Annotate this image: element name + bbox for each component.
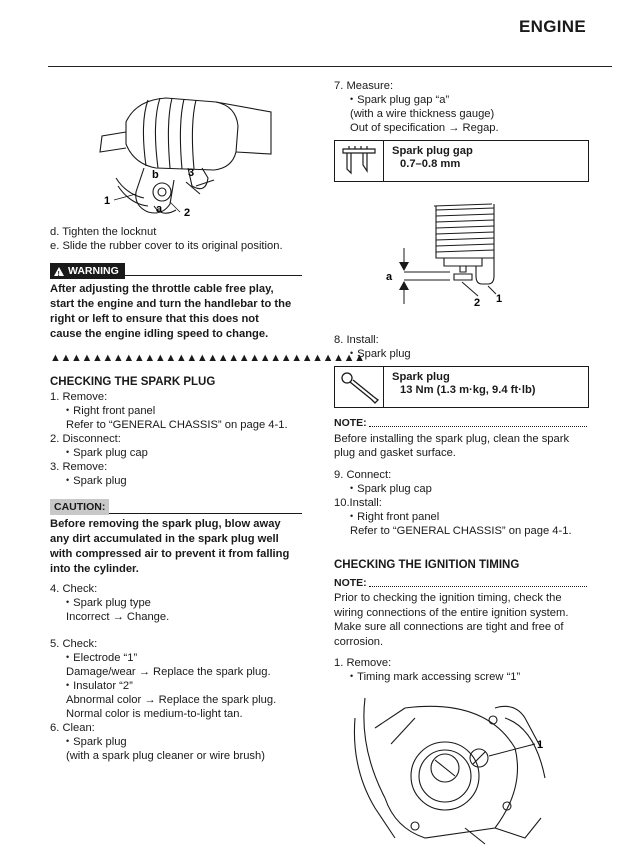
spec-gap-value: 0.7–0.8 mm xyxy=(400,158,461,170)
note1-line-1: Before installing the spark plug, clean the spark xyxy=(334,433,570,445)
note-block-install xyxy=(334,416,587,460)
warning-label: WARNING xyxy=(68,265,119,277)
warning-line-3: right or left to ensure that this does not xyxy=(50,313,259,325)
spec-box-spark-plug-torque xyxy=(334,366,589,408)
fig1-label-3: 3 xyxy=(188,167,195,179)
note1-line-2: plug and gasket surface. xyxy=(334,447,456,459)
note2-line-2: wiring connections of the entire ignition system. xyxy=(334,606,569,619)
header-rule xyxy=(48,66,612,67)
fig2-label-1: 1 xyxy=(496,293,503,305)
step-detail-text: Out of specification → Regap. xyxy=(350,122,499,134)
spec-box-spark-plug-gap xyxy=(334,140,589,182)
fig2-label-a: a xyxy=(386,271,393,283)
step-heading: 9. Connect: xyxy=(334,469,392,481)
note-label-1: NOTE: xyxy=(334,417,367,429)
step-heading: 2. Disconnect: xyxy=(50,433,121,445)
step-bullet-item: • Spark plug cap xyxy=(334,482,594,496)
step-heading: 6. Clean: xyxy=(50,722,95,734)
note-label-2: NOTE: xyxy=(334,577,367,589)
step-bullet-item: • Insulator “2” xyxy=(50,679,308,693)
caution-line-1: Before removing the spark plug, blow away xyxy=(50,518,281,530)
step-bullet-item: • Spark plug xyxy=(50,474,308,488)
fig3-label-1: 1 xyxy=(537,739,544,751)
step-heading: 10.Install: xyxy=(334,497,382,509)
step-detail-text: (with a spark plug cleaner or wire brush) xyxy=(66,750,265,762)
throttle-housing-illustration xyxy=(96,82,274,222)
fig1-label-2: 2 xyxy=(184,207,191,219)
caution-badge: CAUTION: xyxy=(50,499,109,515)
step-heading: 7. Measure: xyxy=(334,80,394,92)
step-e-text: e. Slide the rubber cover to its original position. xyxy=(50,240,283,252)
step-bullet-item: • Spark plug type xyxy=(50,596,308,610)
spark-plug-gap-illustration xyxy=(382,196,522,310)
step-heading: 1. Remove: xyxy=(334,657,392,669)
warning-end-triangles: ▲▲▲▲▲▲▲▲▲▲▲▲▲▲▲▲▲▲▲▲▲▲▲▲▲▲▲▲▲▲ xyxy=(50,352,365,364)
step-detail-text: Normal color is medium-to-light tan. xyxy=(66,708,243,720)
caution-line-4: into the cylinder. xyxy=(50,563,139,575)
step-heading: 4. Check: xyxy=(50,583,98,595)
step-heading: 5. Check: xyxy=(50,638,98,650)
note2-line-1: Prior to checking the ignition timing, check the xyxy=(334,592,562,604)
step-bullet-item: • Timing mark accessing screw “1” xyxy=(334,670,594,684)
warning-line-1: After adjusting the throttle cable free play, xyxy=(50,283,274,295)
spec-torque-value: 13 Nm (1.3 m·kg, 9.4 ft·lb) xyxy=(400,384,536,396)
step-detail-text: Abnormal color → Replace the spark plug. xyxy=(66,694,277,706)
fig2-label-2: 2 xyxy=(474,297,481,309)
step-bullet-item: • Spark plug gap “a” xyxy=(334,93,594,107)
warning-triangle-icon xyxy=(54,267,64,276)
caliper-gauge-icon xyxy=(335,141,384,181)
spec-gap-title: Spark plug gap xyxy=(392,145,473,157)
step-bullet-item: • Spark plug cap xyxy=(50,446,308,460)
step-detail-text: (with a wire thickness gauge) xyxy=(350,108,495,120)
step-bullet-item: • Spark plug xyxy=(334,347,594,361)
warning-badge xyxy=(50,263,125,279)
torque-wrench-icon xyxy=(335,367,384,407)
step-detail-text: Refer to “GENERAL CHASSIS” on page 4-1. xyxy=(350,525,572,537)
step-heading: 8. Install: xyxy=(334,334,379,346)
step-detail-text: Damage/wear → Replace the spark plug. xyxy=(66,666,271,678)
warning-line-4: cause the engine idling speed to change. xyxy=(50,328,269,340)
caution-line-2: any dirt accumulated in the spark plug well xyxy=(50,533,279,545)
step-bullet-item: • Right front panel xyxy=(50,404,308,418)
step-detail-text: Refer to “GENERAL CHASSIS” on page 4-1. xyxy=(66,419,288,431)
note2-line-3: Make sure all connections are tight and free of xyxy=(334,621,564,634)
fig1-label-b: b xyxy=(152,169,159,181)
step-bullet-item: • Spark plug xyxy=(50,735,308,749)
caution-line-3: with compressed air to prevent it from falling xyxy=(50,548,290,560)
engine-timing-cover-illustration xyxy=(345,688,555,848)
note2-line-4: corrosion. xyxy=(334,635,384,648)
section-title-checking-ignition-timing: CHECKING THE IGNITION TIMING xyxy=(334,559,520,571)
fig1-label-1: 1 xyxy=(104,195,111,207)
step-heading: 1. Remove: xyxy=(50,391,108,403)
step-d-text: d. Tighten the locknut xyxy=(50,226,157,238)
spec-torque-title: Spark plug xyxy=(392,371,450,383)
section-title-checking-spark-plug: CHECKING THE SPARK PLUG xyxy=(50,376,216,388)
section-header-title: ENGINE xyxy=(519,17,586,36)
caution-block xyxy=(50,499,302,577)
step-bullet-item: • Right front panel xyxy=(334,510,594,524)
note-block-ignition xyxy=(334,576,587,649)
step-heading: 3. Remove: xyxy=(50,461,108,473)
warning-line-2: start the engine and turn the handlebar to the xyxy=(50,298,292,310)
step-detail-text: Incorrect → Change. xyxy=(66,611,170,623)
fig1-label-a: a xyxy=(156,203,163,215)
step-bullet-item: • Electrode “1” xyxy=(50,651,308,665)
